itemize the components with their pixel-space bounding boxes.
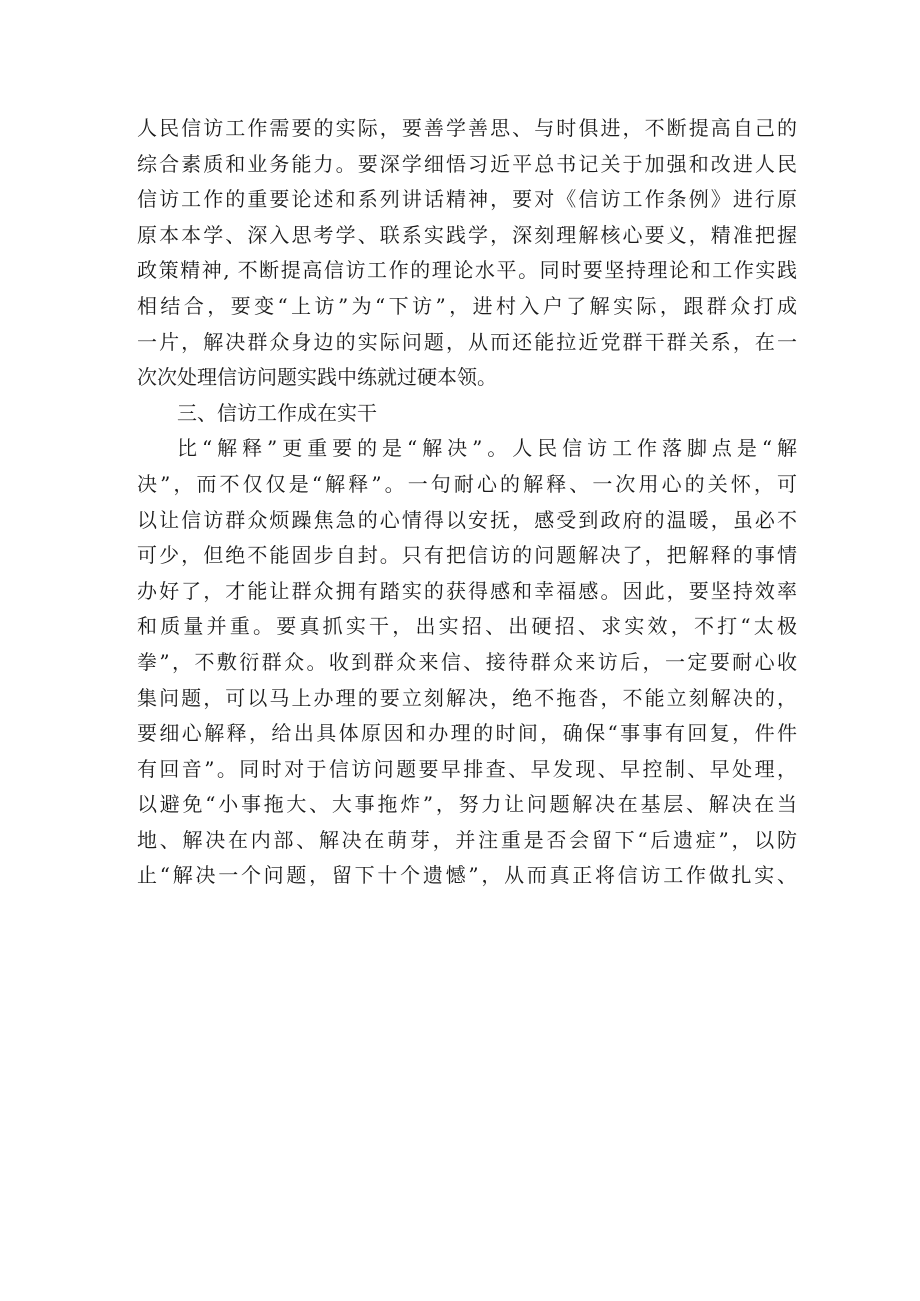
text-line: 信访工作的重要论述和系列讲话精神，要对《信访工作条例》进行原	[137, 187, 797, 212]
text-line: 一片，解决群众身边的实际问题，从而还能拉近党群干群关系，在一	[137, 329, 797, 354]
text-line: 可少，但绝不能固步自封。只有把信访的问题解决了，把解释的事情	[137, 543, 797, 568]
text-line: 综合素质和业务能力。要深学细悟习近平总书记关于加强和改进人民	[137, 151, 797, 176]
text-line: 相结合，要变“上访”为“下访”，进村入户了解实际，跟群众打成	[137, 293, 797, 318]
text-line: 止“解决一个问题，留下十个遗憾”，从而真正将信访工作做扎实、	[137, 863, 797, 888]
text-line: 要细心解释，给出具体原因和办理的时间，确保“事事有回复，件件	[137, 721, 797, 746]
text-line: 决”，而不仅仅是“解释”。一句耐心的解释、一次用心的关怀，可	[137, 471, 797, 496]
text-line: 次次处理信访问题实践中练就过硬本领。	[137, 365, 497, 390]
text-line: 人民信访工作需要的实际，要善学善思、与时俱进，不断提高自己的	[137, 116, 797, 140]
text-line: 以避免“小事拖大、大事拖炸”，努力让问题解决在基层、解决在当	[137, 792, 797, 817]
text-line: 比“解释”更重要的是“解决”。人民信访工作落脚点是“解	[177, 436, 797, 461]
text-line: 和质量并重。要真抓实干，出实招、出硬招、求实效，不打“太极	[137, 614, 797, 639]
text-line: 地、解决在内部、解决在萌芽，并注重是否会留下“后遗症”，以防	[137, 827, 797, 852]
text-line: 以让信访群众烦躁焦急的心情得以安抚，感受到政府的温暖，虽必不	[137, 507, 797, 532]
text-line: 有回音”。同时对于信访问题要早排查、早发现、早控制、早处理，	[137, 756, 797, 781]
document-body	[137, 111, 797, 894]
text-line: 办好了，才能让群众拥有踏实的获得感和幸福感。因此，要坚持效率	[137, 578, 797, 603]
section-heading: 三、信访工作成在实干	[177, 400, 377, 425]
text-line: 拳”，不敷衍群众。收到群众来信、接待群众来访后，一定要耐心收	[137, 649, 797, 674]
text-line: 集问题，可以马上办理的要立刻解决，绝不拖沓，不能立刻解决的，	[137, 685, 797, 710]
text-line: 政策精神, 不断提高信访工作的理论水平。同时要坚持理论和工作实践	[137, 258, 797, 283]
text-line: 原本本学、深入思考学、联系实践学，深刻理解核心要义，精准把握	[137, 222, 797, 247]
